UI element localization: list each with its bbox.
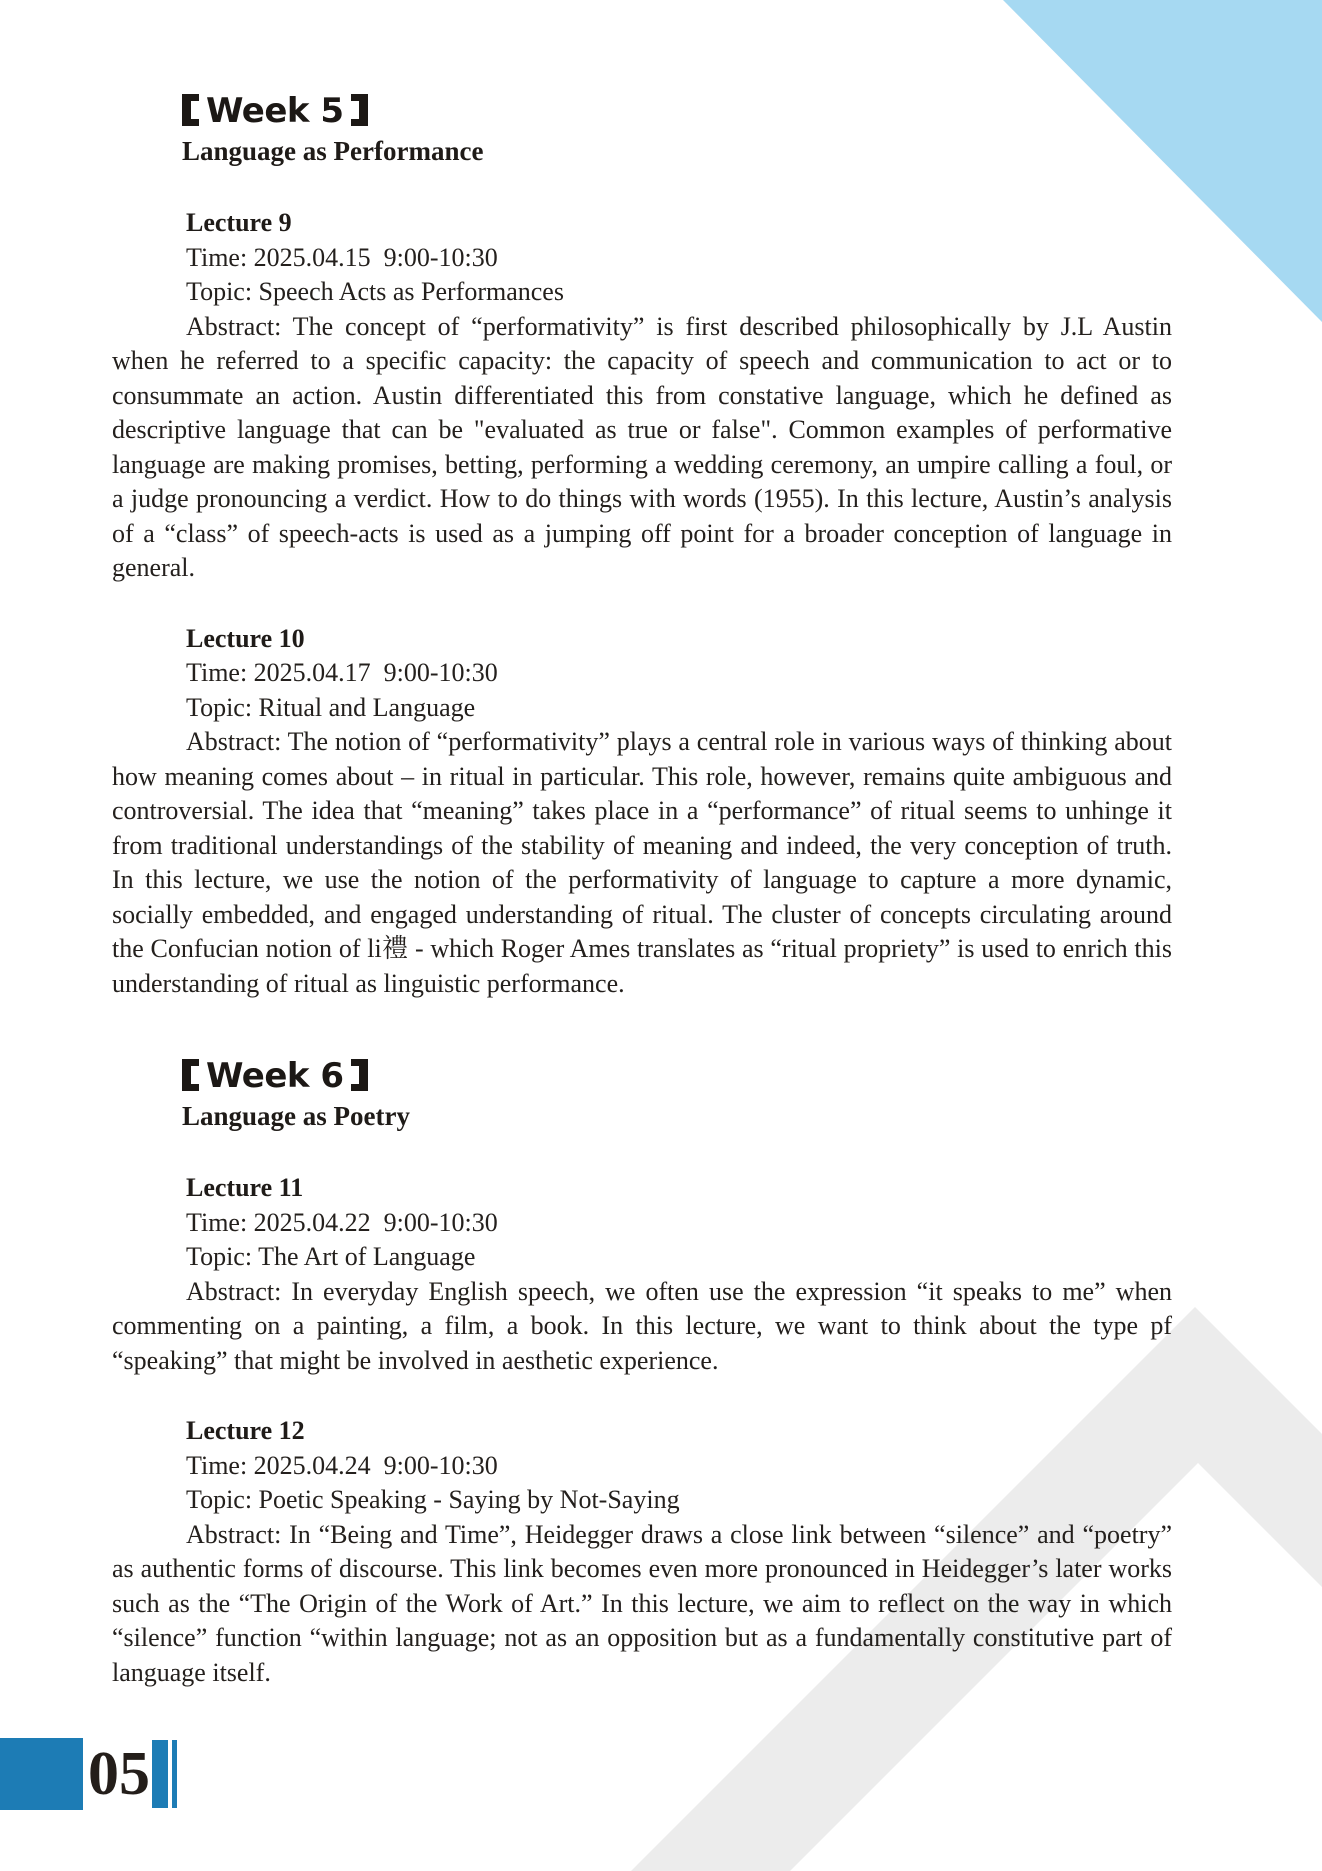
week-6-heading bbox=[182, 1055, 1172, 1097]
lecture-9-title: Lecture 9 bbox=[186, 208, 292, 237]
week-5-heading bbox=[182, 90, 1172, 132]
lecture-12-topic: Topic: Poetic Speaking - Saying by Not-Saying bbox=[186, 1485, 680, 1514]
lecture-12-abstract: Abstract: In “Being and Time”, Heidegger draws a close link between “silence” and “poetry” as authentic forms of discourse. This link becomes even more pronounced in Heidegger’s later works such as the “The Origin of the Work of Art.” In this lecture, we aim to reflect on the way in which “silence” function “within language; not as an opposition but as a fundamentally constitutive part of language itself. bbox=[112, 1519, 1172, 1687]
right-lenticular-bracket-icon bbox=[351, 94, 368, 126]
right-lenticular-bracket-icon bbox=[351, 1059, 368, 1091]
lecture-10-topic: Topic: Ritual and Language bbox=[186, 692, 476, 722]
lecture-12-block bbox=[112, 1414, 1172, 1690]
lecture-9-topic: Topic: Speech Acts as Performances bbox=[186, 277, 564, 306]
week-6-subtitle: Language as Poetry bbox=[182, 1101, 410, 1131]
lecture-12-time: Time: 2025.04.24 9:00-10:30 bbox=[186, 1450, 498, 1480]
page-number: 05 bbox=[88, 1740, 150, 1808]
lecture-10-block bbox=[112, 622, 1172, 1002]
lecture-12-title: Lecture 12 bbox=[186, 1416, 305, 1445]
lecture-11-abstract: Abstract: In everyday English speech, we often use the expression “it speaks to me” when commenting on a painting, a film, a book. In this lecture, we want to think about the type pf “speaking” that might be involved in aesthetic experience. bbox=[112, 1276, 1172, 1375]
week-5-subtitle: Language as Performance bbox=[182, 136, 484, 166]
week-5-heading-text: Week 5 bbox=[206, 91, 344, 131]
lecture-9-time: Time: 2025.04.15 9:00-10:30 bbox=[186, 242, 498, 272]
footer-left-block bbox=[0, 1738, 83, 1810]
lecture-10-time: Time: 2025.04.17 9:00-10:30 bbox=[186, 658, 498, 687]
lecture-10-abstract: Abstract: The notion of “performativity” plays a central role in various ways of thinking about how meaning comes about – in ritual in particular. This role, however, remains quite ambiguous and controversial. The idea that “meaning” takes place in a “performance” of ritual seems to unhinge it from traditional understandings of the stability of meaning and indeed, the very conception of truth. In this lecture, we use the notion of the performativity of language to capture a more dynamic, socially embedded, and engaged understanding of ritual. The cluster of concepts circulating around the Confucian notion of li禮 - which Roger Ames translates as “ritual propriety” is used to enrich this understanding of ritual as linguistic performance. bbox=[112, 727, 1172, 998]
left-lenticular-bracket-icon bbox=[182, 94, 199, 126]
left-lenticular-bracket-icon bbox=[182, 1059, 199, 1091]
lecture-11-topic: Topic: The Art of Language bbox=[186, 1242, 476, 1271]
lecture-11-title: Lecture 11 bbox=[186, 1173, 304, 1202]
lecture-9-block bbox=[112, 206, 1172, 586]
lecture-11-block bbox=[112, 1171, 1172, 1378]
footer-accent-bar-thin bbox=[172, 1740, 177, 1808]
week-6-heading-text: Week 6 bbox=[206, 1056, 344, 1096]
page-content bbox=[112, 0, 1172, 1690]
lecture-10-title: Lecture 10 bbox=[186, 623, 305, 653]
week-6-section bbox=[112, 1055, 1172, 1690]
week-5-section bbox=[112, 90, 1172, 1001]
footer-accent-bar bbox=[152, 1740, 168, 1808]
lecture-11-time: Time: 2025.04.22 9:00-10:30 bbox=[186, 1207, 498, 1237]
lecture-9-abstract: Abstract: The concept of “performativity” is first described philosophically by J.L Austin when he referred to a specific capacity: the capacity of speech and communication to act or to consummate an action. Austin differentiated this from constative language, which he defined as descriptive language that can be "evaluated as true or false". Common examples of performative language are making promises, betting, performing a wedding ceremony, an umpire calling a foul, or a judge pronouncing a verdict. How to do things with words (1955). In this lecture, Austin’s analysis of a “class” of speech-acts is used as a jumping off point for a broader conception of language in general. bbox=[112, 311, 1172, 582]
